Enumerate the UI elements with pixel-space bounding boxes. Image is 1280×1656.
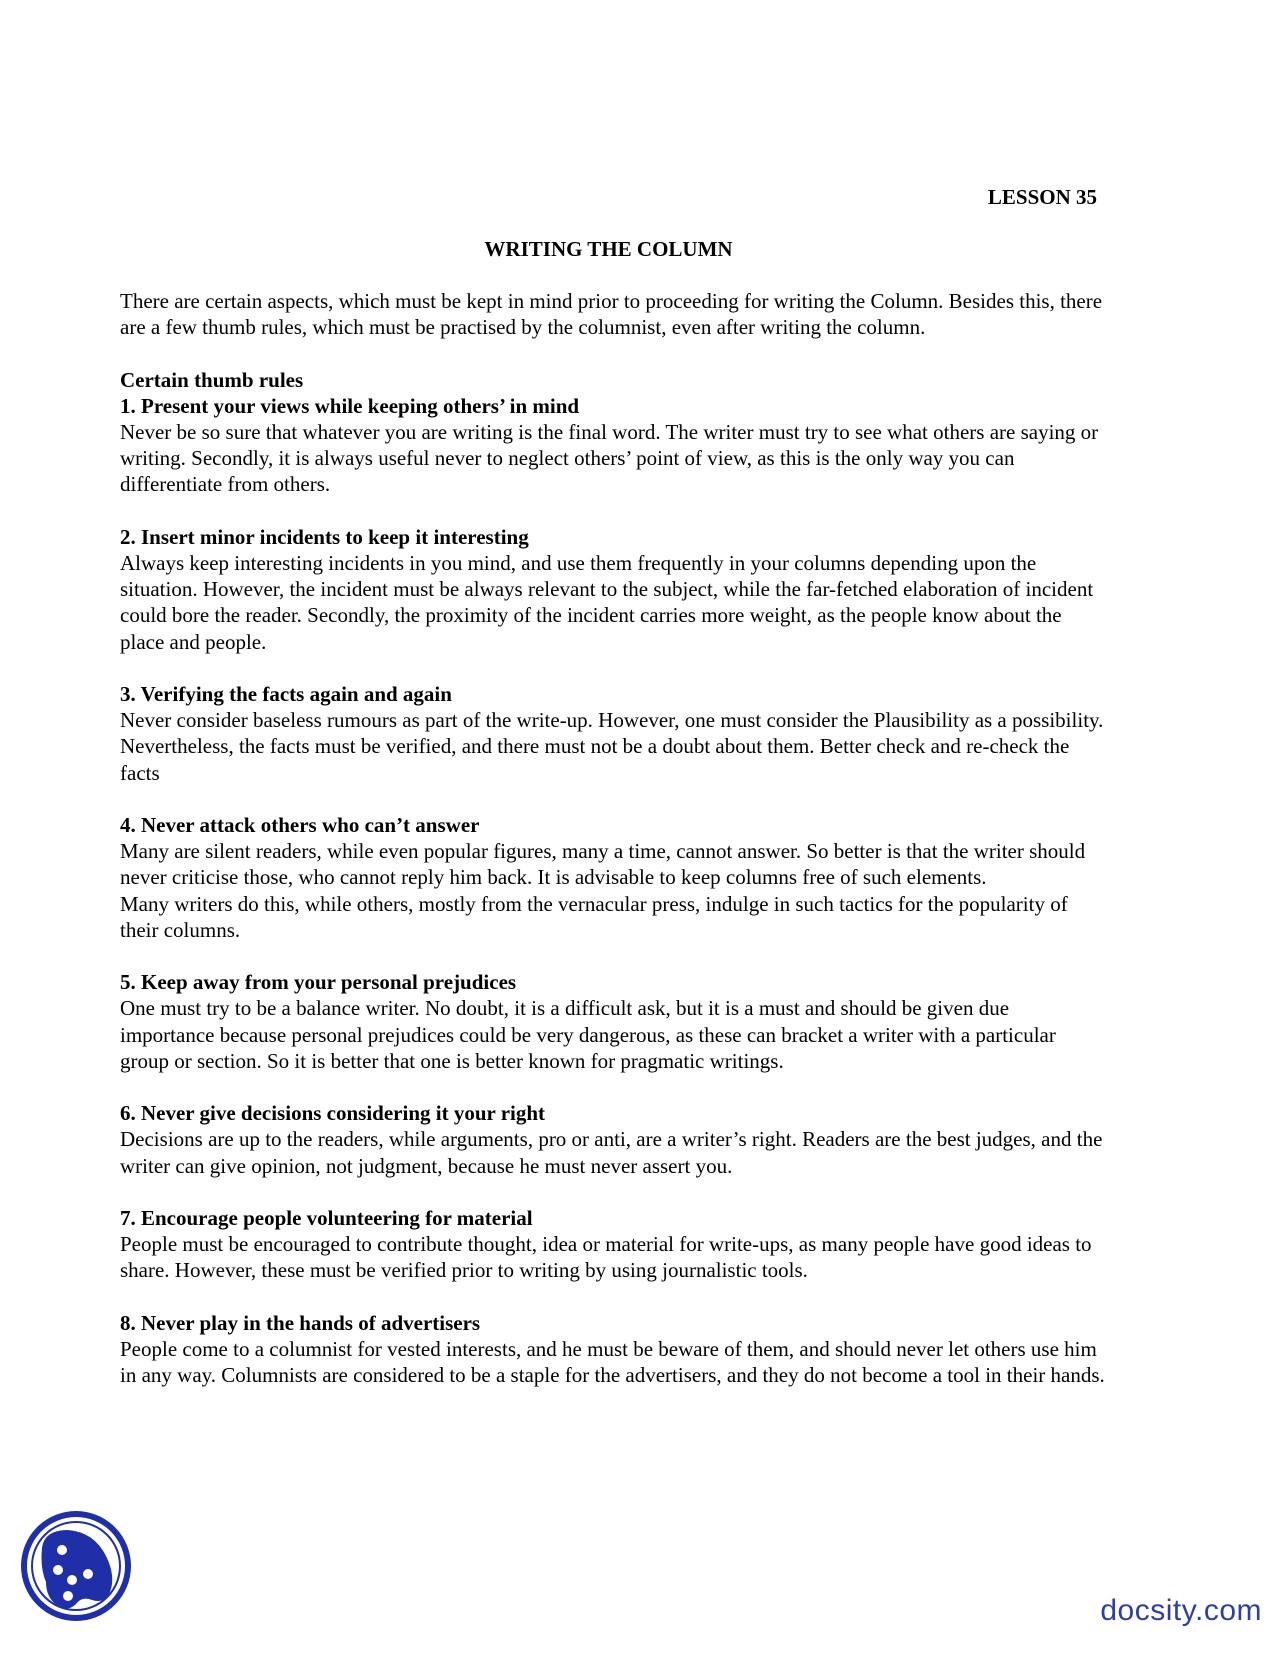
rule-item <box>120 1205 1105 1284</box>
rule-item <box>120 812 1105 943</box>
rule-text: People come to a columnist for vested interests, and he must be beware of them, and should never let others use him in any way. Columnists are considered to be a staple for the advertisers, and they do not become a tool in their hands. <box>120 1337 1105 1388</box>
rule-text: Never consider baseless rumours as part of the write-up. However, one must consider the Plausibility as a possibility. Nevertheless, the facts must be verified, and there must not be a doubt about them. Better check and re-check the facts <box>120 708 1104 785</box>
lesson-number: LESSON 35 <box>987 185 1097 209</box>
rule-heading: 8. Never play in the hands of advertisers <box>120 1310 481 1335</box>
rule-heading: 3. Verifying the facts again and again <box>120 682 452 706</box>
rule-text: Many are silent readers, while even popular figures, many a time, cannot answer. So better is that the writer should never criticise those, who cannot reply him back. It is advisable to keep columns free of such elements. <box>120 839 1086 890</box>
page-title: WRITING THE COLUMN <box>484 237 733 261</box>
section-heading: Certain thumb rules <box>120 367 304 392</box>
docsity-logo-icon[interactable] <box>20 1510 132 1622</box>
rule-item <box>120 1310 1105 1389</box>
rule-heading: 6. Never give decisions considering it your right <box>120 1101 546 1126</box>
intro-paragraph: There are certain aspects, which must be kept in mind prior to proceeding for writing the Column. Besides this, there are a few thumb rules, which must be practised by the columnist, even after writing the column. <box>120 289 1103 340</box>
rule-item <box>120 969 1105 1074</box>
rule-item <box>120 681 1105 786</box>
rule-text: Many writers do this, while others, mostly from the vernacular press, indulge in such tactics for the popularity of their columns. <box>120 891 1068 942</box>
rule-heading: 1. Present your views while keeping others’ in mind <box>120 393 580 418</box>
rule-text: People must be encouraged to contribute thought, idea or material for write-ups, as many people have good ideas to share. However, these must be verified prior to writing by using journalistic tools. <box>120 1232 1092 1283</box>
rule-item <box>120 524 1105 655</box>
document-body <box>120 288 1105 1415</box>
brand-link[interactable]: docsity.com <box>1100 1594 1262 1627</box>
rule-text: Never be so sure that whatever you are writing is the final word. The writer must try to see what others are saying or writing. Secondly, it is always useful never to neglect others’ point of view, as this is the only way you can differentiate from others. <box>120 420 1099 497</box>
rule-heading: 7. Encourage people volunteering for material <box>120 1206 533 1230</box>
rule-heading: 5. Keep away from your personal prejudices <box>120 970 517 995</box>
rule-item <box>120 393 1105 498</box>
rule-heading: 4. Never attack others who can’t answer <box>120 813 480 837</box>
rule-text: Always keep interesting incidents in you mind, and use them frequently in your columns depending upon the situation. However, the incident must be always relevant to the subject, while the far-fetched elaboration of incident could bore the reader. Secondly, the proximity of the incident carries more weight, as the people know about the place and people. <box>120 551 1094 654</box>
rule-text: One must try to be a balance writer. No doubt, it is a difficult ask, but it is a must and should be given due importance because personal prejudices could be very dangerous, as these can bracket a writer with a particular group or section. So it is better that one is better known for pragmatic writings. <box>120 996 1056 1073</box>
rule-heading: 2. Insert minor incidents to keep it interesting <box>120 524 529 549</box>
rule-text: Decisions are up to the readers, while arguments, pro or anti, are a writer’s right. Readers are the best judges, and the writer can give opinion, not judgment, because he must never assert you. <box>120 1127 1103 1178</box>
rule-item <box>120 1100 1105 1179</box>
